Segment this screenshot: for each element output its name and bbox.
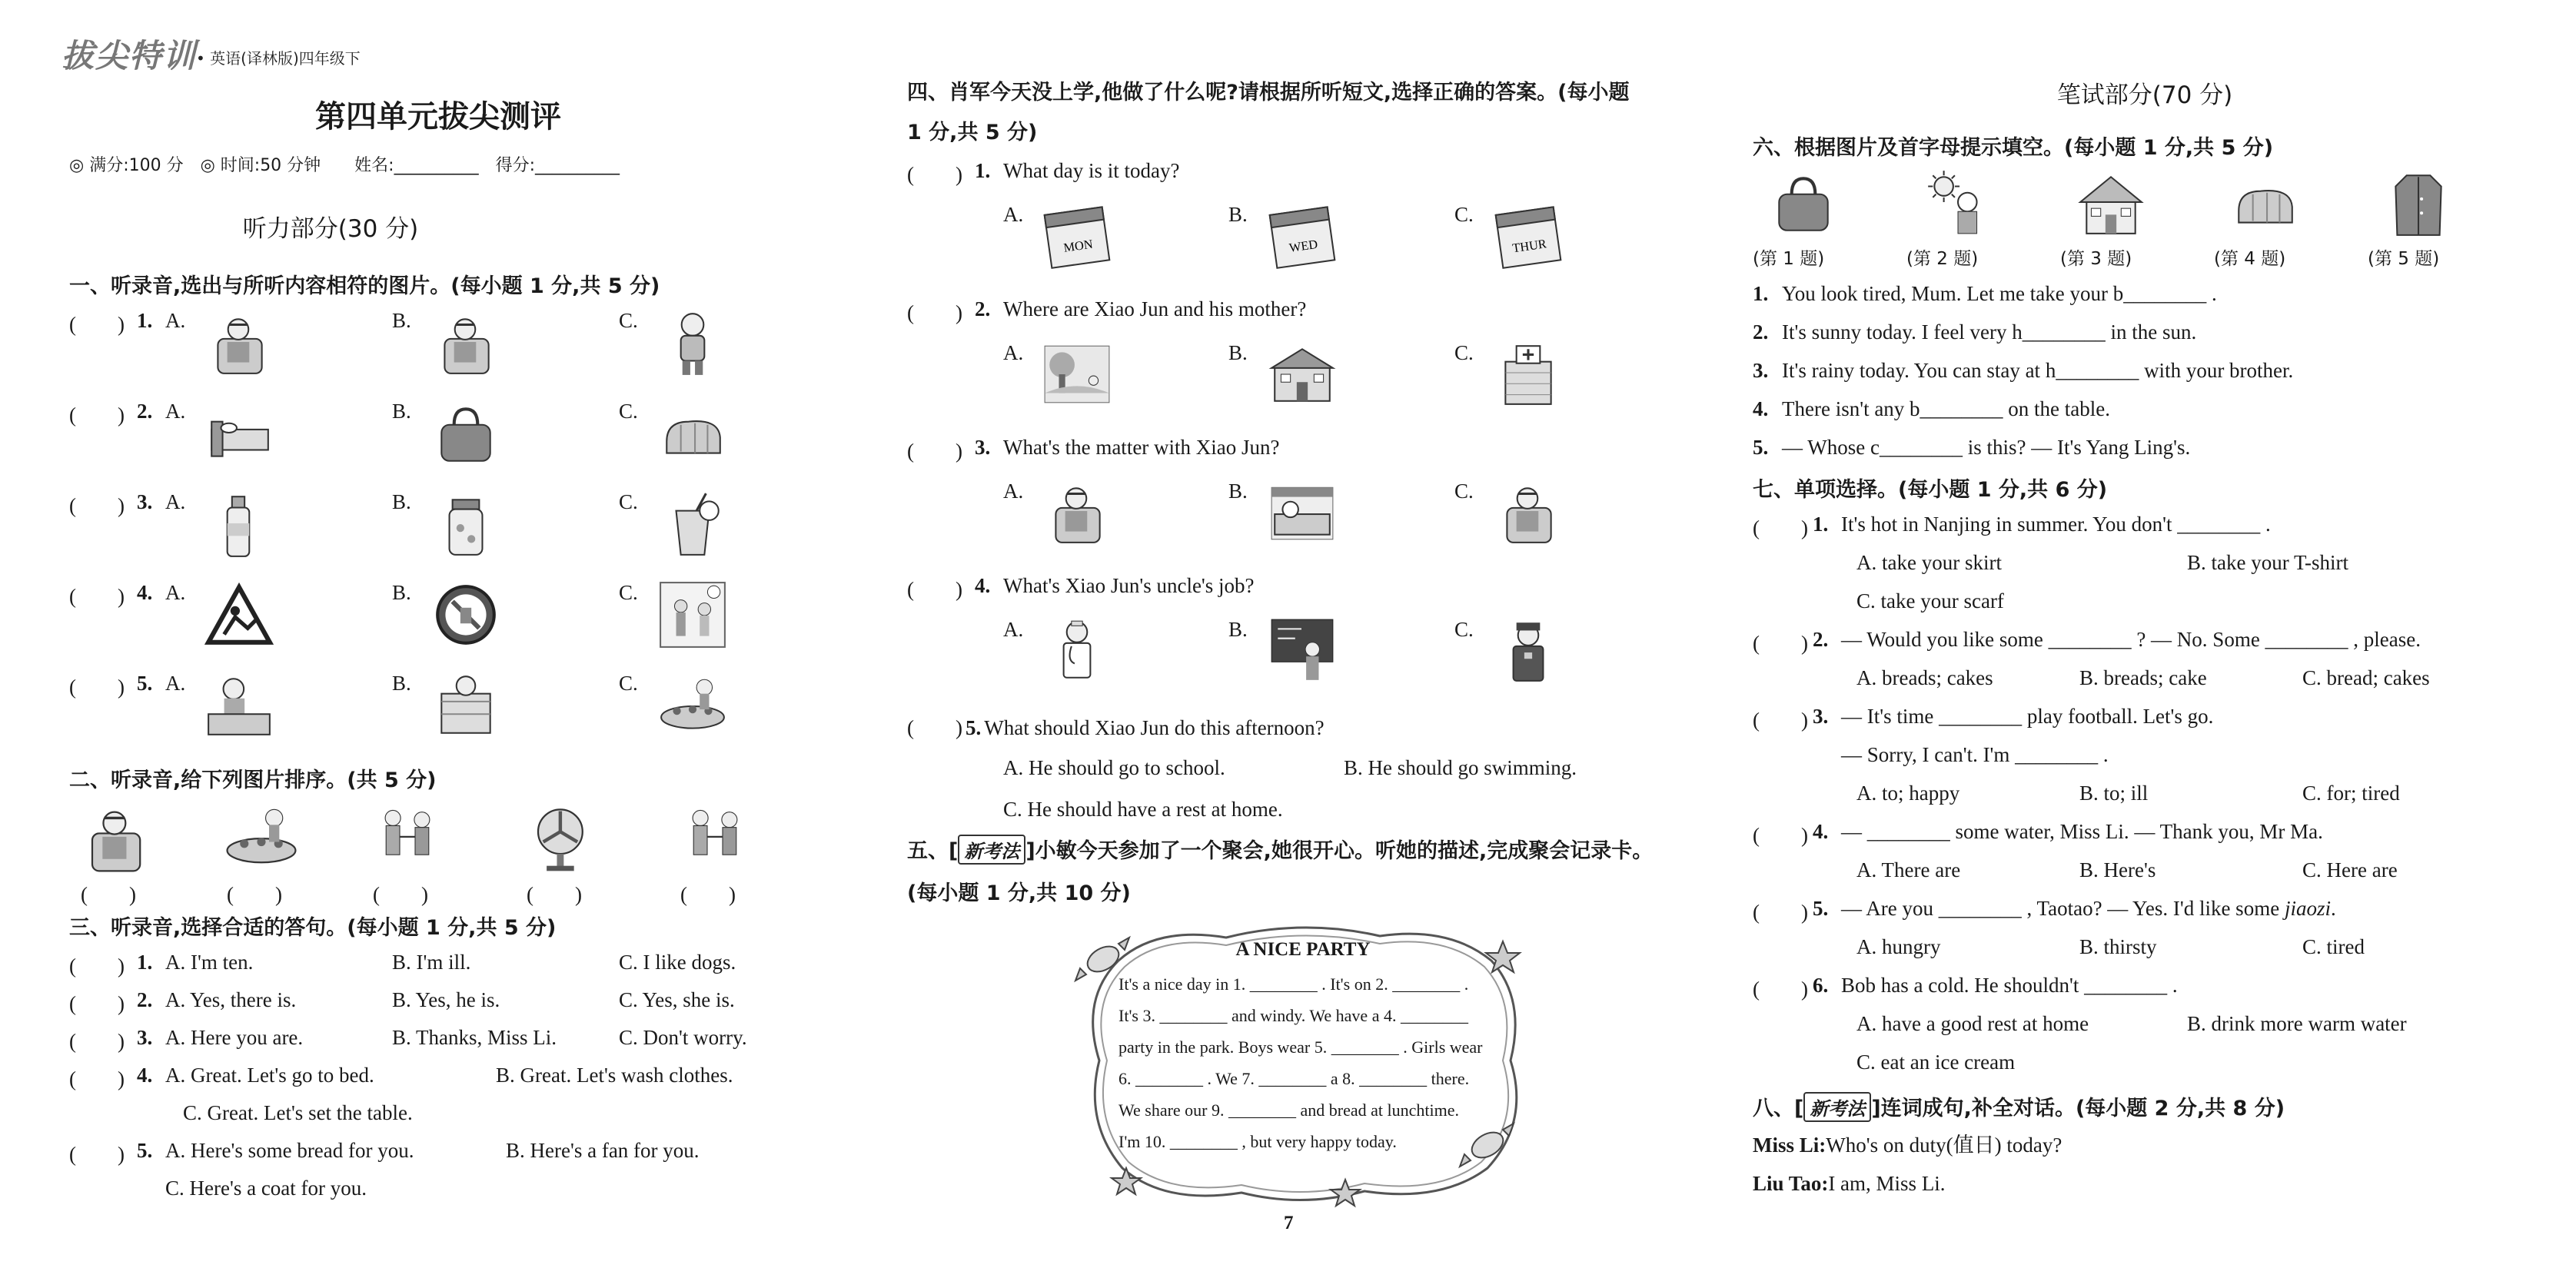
option-a: A. hungry: [1856, 935, 1941, 958]
doctor-icon: [1042, 615, 1112, 685]
dialog-speaker: Liu Tao:: [1753, 1172, 1829, 1195]
option-label: A.: [1003, 203, 1024, 226]
question-row: [907, 434, 1676, 565]
question-text: What's Xiao Jun's uncle's job?: [1003, 574, 1255, 597]
option-label: A.: [165, 400, 186, 423]
option-a: A. breads; cakes: [1856, 666, 1993, 689]
section4-title-line1: 四、肖军今天没上学,他做了什么呢?请根据所听短文,选择正确的答案。(每小题: [907, 81, 1630, 105]
section5-title-text: ]小敏今天参加了一个聚会,她很开心。听她的描述,完成聚会记录卡。: [1025, 839, 1654, 863]
option-label: B.: [1228, 618, 1248, 641]
question-row: [907, 296, 1676, 427]
answer-paren[interactable]: ( ): [907, 301, 962, 324]
sick-child-icon: [1493, 476, 1564, 547]
mother-child-icon: [676, 799, 753, 876]
answer-paren[interactable]: ( ): [69, 1143, 125, 1166]
question-number: 4.: [1813, 820, 1829, 843]
party-card-line: It's 3. ________ and windy. We have a 4. ________: [1118, 1006, 1468, 1025]
option-c: C. I like dogs.: [619, 951, 736, 974]
calendar-icon: [1042, 200, 1112, 271]
option-label: B.: [392, 581, 411, 604]
two-children-icon: [523, 799, 600, 876]
option-label: B.: [392, 490, 411, 513]
option-label: A.: [165, 581, 186, 604]
option-label: C.: [619, 672, 638, 695]
question-number: 4.: [975, 574, 991, 597]
set-table-icon: [657, 670, 728, 741]
option-c: C. bread; cakes: [2302, 666, 2430, 689]
page-title: 第四单元拔尖测评: [315, 99, 561, 134]
option-a: A. take your skirt: [1856, 551, 2002, 574]
option-a: A. Yes, there is.: [165, 988, 297, 1011]
option-b: B. breads; cake: [2079, 666, 2207, 689]
option-a: A. Here you are.: [165, 1026, 304, 1049]
question-text: Where are Xiao Jun and his mother?: [1003, 297, 1307, 320]
question-number: 5.: [965, 716, 982, 739]
option-b: B. to; ill: [2079, 782, 2149, 805]
answer-paren[interactable]: ( ): [1753, 516, 1808, 539]
section8-title: [1753, 1091, 2285, 1122]
sick-child-icon: [1042, 476, 1112, 547]
option-label: B.: [392, 309, 411, 332]
new-format-tag: 新考法: [958, 835, 1025, 865]
sunny-boy-icon: [1922, 168, 1993, 238]
question-text: You look tired, Mum. Let me take your b________ .: [1782, 282, 2217, 305]
option-b: B. drink more warm water: [2187, 1012, 2407, 1035]
picture-caption: (第 3 题): [2060, 249, 2132, 269]
picture-caption: (第 2 题): [1906, 249, 1979, 269]
writing-title: 笔试部分(70 分): [2056, 81, 2233, 109]
question-text: — ________ some water, Miss Li. — Thank you, Mr Ma.: [1841, 820, 2323, 843]
question-row: [69, 1137, 807, 1214]
option-label: B.: [1228, 480, 1248, 503]
jar-icon: [430, 489, 501, 559]
question-number: 3.: [137, 490, 153, 513]
question-number: 2.: [137, 988, 153, 1011]
section2-title: 二、听录音,给下列图片排序。(共 5 分): [69, 768, 437, 792]
option-label: C.: [1454, 341, 1474, 364]
question-number: 4.: [137, 581, 153, 604]
bed-icon: [204, 398, 274, 469]
option-a: A. He should go to school.: [1003, 756, 1225, 779]
party-card: [1072, 914, 1534, 1210]
laundry-icon: [430, 670, 501, 741]
listening-title: 听力部分(30 分): [242, 215, 419, 243]
option-a: A. Here's some bread for you.: [165, 1139, 414, 1162]
section4-q5: [907, 711, 1325, 741]
hospital-icon: [1493, 338, 1564, 409]
option-b: B. Great. Let's wash clothes.: [496, 1064, 733, 1087]
option-label: C.: [1454, 618, 1474, 641]
answer-paren[interactable]: ( ): [1753, 709, 1808, 732]
school-icon: [1267, 338, 1338, 409]
party-card-title: A NICE PARTY: [1235, 939, 1371, 960]
dialog-line: [1753, 1170, 1946, 1197]
option-c: C. for; tired: [2302, 782, 2400, 805]
option-c: C. Yes, she is.: [619, 988, 735, 1011]
question-number: 4.: [1753, 397, 1769, 420]
dialog-speaker: Miss Li:: [1753, 1134, 1826, 1157]
calendar-icon: [1493, 200, 1564, 271]
sick-child-icon: [204, 307, 274, 378]
answer-paren[interactable]: ( ): [69, 675, 125, 699]
order-paren[interactable]: ( ): [680, 883, 736, 906]
question-text-part: — Are you ________ , Taotao? — Yes. I'd like some: [1841, 897, 2285, 920]
question-row: [1753, 511, 2537, 626]
boy-in-bed-icon: [1267, 476, 1338, 547]
page-number: 7: [1284, 1213, 1294, 1233]
party-card-line: I'm 10. ________ , but very happy today.: [1118, 1132, 1397, 1151]
answer-paren[interactable]: ( ): [907, 578, 962, 601]
question-row: [69, 670, 807, 747]
section3-title: 三、听录音,选择合适的答句。(每小题 1 分,共 5 分): [69, 916, 557, 940]
question-row: [69, 579, 807, 656]
option-label: C.: [619, 400, 638, 423]
option-b: B. I'm ill.: [392, 951, 471, 974]
section6-title: 六、根据图片及首字母提示填空。(每小题 1 分,共 5 分): [1753, 136, 2274, 160]
option-b: B. Yes, he is.: [392, 988, 500, 1011]
book-subtitle-text: 英语(译林版)四年级下: [210, 49, 361, 68]
option-label: C.: [1454, 203, 1474, 226]
answer-paren[interactable]: ( ): [1753, 632, 1808, 655]
question-row: [69, 489, 807, 566]
bread-icon: [2229, 168, 2300, 238]
boy-icon: [657, 307, 728, 378]
option-b: B. Here's a fan for you.: [506, 1139, 700, 1162]
option-c: C. take your scarf: [1856, 589, 2004, 612]
question-number: 5.: [137, 1139, 153, 1162]
sick-child-icon: [430, 307, 501, 378]
answer-paren[interactable]: ( ): [907, 440, 962, 463]
option-c: C. Here's a coat for you.: [165, 1177, 367, 1200]
dialog-line: [1753, 1132, 2062, 1158]
party-card-line: party in the park. Boys wear 5. ________ . Girls wear: [1118, 1037, 1483, 1057]
question-text: What's the matter with Xiao Jun?: [1003, 436, 1280, 459]
question-number: 3.: [137, 1026, 153, 1049]
option-label: A.: [1003, 480, 1024, 503]
party-card-line: It's a nice day in 1. ________ . It's on 2. ________ .: [1118, 974, 1469, 994]
answer-paren[interactable]: ( ): [1753, 824, 1808, 847]
question-number: 3.: [1813, 705, 1829, 728]
option-a: A. I'm ten.: [165, 951, 254, 974]
option-label: A.: [1003, 341, 1024, 364]
party-card-line: 6. ________ . We 7. ________ a 8. ________ there.: [1118, 1069, 1470, 1088]
question-number: 6.: [1813, 974, 1829, 997]
answer-paren[interactable]: ( ): [69, 313, 125, 336]
option-label: C.: [619, 309, 638, 332]
bottle-icon: [204, 489, 274, 559]
question-number: 2.: [975, 297, 991, 320]
party-card-line: We share our 9. ________ and bread at lunchtime.: [1118, 1100, 1459, 1120]
answer-paren[interactable]: ( ): [69, 585, 125, 608]
option-label: C.: [619, 581, 638, 604]
no-sign-icon: [430, 579, 501, 650]
order-paren[interactable]: ( ): [373, 883, 428, 906]
question-text: What day is it today?: [1003, 159, 1180, 182]
picture-caption: (第 4 题): [2214, 249, 2286, 269]
question-text-line2: — Sorry, I can't. I'm ________ .: [1841, 743, 2109, 766]
juice-icon: [657, 489, 728, 559]
brand-logo: 拔尖特训: [61, 37, 198, 75]
answer-paren[interactable]: ( ): [69, 1030, 125, 1053]
dialog-text: Who's on duty(值日) today?: [1826, 1134, 2062, 1157]
svg-text:MON: MON: [1062, 236, 1094, 255]
calendar-icon: [1267, 200, 1338, 271]
question-text: There isn't any b________ on the table.: [1782, 397, 2111, 420]
option-label: A.: [1003, 618, 1024, 641]
exam-meta: ◎ 满分:100 分 ◎ 时间:50 分钟 姓名:__________ 得分:__________: [69, 156, 620, 175]
section5-title-line2: (每小题 1 分,共 10 分): [907, 881, 1131, 905]
answer-paren[interactable]: ( ): [907, 716, 962, 739]
option-c: C. tired: [2302, 935, 2365, 958]
option-label: B.: [392, 672, 411, 695]
option-b: B. take your T-shirt: [2187, 551, 2348, 574]
question-number: 1.: [137, 309, 153, 332]
option-label: B.: [392, 400, 411, 423]
house-icon: [2076, 168, 2146, 238]
left-column: [61, 0, 815, 1268]
answer-paren[interactable]: ( ): [69, 403, 125, 427]
middle-column: [907, 0, 1676, 1268]
park-icon: [1042, 338, 1112, 409]
svg-text:WED: WED: [1288, 236, 1319, 255]
question-row: [1753, 703, 2537, 818]
family-table-icon: [223, 799, 300, 876]
bracket-open: 八、[: [1753, 1097, 1804, 1120]
doctor-visit-icon: [369, 799, 446, 876]
question-number: 2.: [1813, 628, 1829, 651]
question-number: 1.: [975, 159, 991, 182]
answer-paren[interactable]: ( ): [69, 494, 125, 517]
question-text: Bob has a cold. He shouldn't ________ .: [1841, 974, 2178, 997]
option-label: A.: [165, 672, 186, 695]
question-number: 1.: [1753, 282, 1769, 305]
book-subtitle: • 英语(译林版)四年级下: [196, 49, 361, 68]
right-column: [1753, 0, 2537, 1268]
option-label: A.: [165, 490, 186, 513]
option-b: B. thirsty: [2079, 935, 2157, 958]
question-text: It's rainy today. You can stay at h________ with your brother.: [1782, 359, 2294, 382]
question-text: What should Xiao Jun do this afternoon?: [984, 716, 1325, 739]
teacher-icon: [1267, 615, 1338, 685]
question-number: 5.: [137, 672, 153, 695]
option-label: C.: [1454, 480, 1474, 503]
order-paren[interactable]: ( ): [527, 883, 582, 906]
option-label: C.: [619, 490, 638, 513]
question-number: 3.: [1753, 359, 1769, 382]
police-officer-icon: [1493, 615, 1564, 685]
section8-title-text: ]连词成句,补全对话。(每小题 2 分,共 8 分): [1871, 1097, 2285, 1120]
question-number: 1.: [1813, 513, 1829, 536]
section5-title: [907, 834, 1653, 865]
option-c: C. eat an ice cream: [1856, 1051, 2016, 1074]
warning-sign-icon: [204, 579, 274, 650]
option-c: C. Don't worry.: [619, 1026, 747, 1049]
option-label: B.: [1228, 203, 1248, 226]
section4-title-line2: 1 分,共 5 分): [907, 121, 1038, 144]
sick-child-icon: [77, 799, 154, 876]
question-text: It's hot in Nanjing in summer. You don't ________ .: [1841, 513, 2271, 536]
section7-title: 七、单项选择。(每小题 1 分,共 6 分): [1753, 478, 2108, 502]
question-text: — It's time ________ play football. Let's go.: [1841, 705, 2214, 728]
picture-caption: (第 5 题): [2368, 249, 2440, 269]
new-format-tag: 新考法: [1803, 1092, 1871, 1122]
question-text-italic: jiaozi: [2284, 897, 2331, 920]
question-number: 4.: [137, 1064, 153, 1087]
question-text: It's sunny today. I feel very h________ in the sun.: [1782, 320, 2197, 344]
order-paren[interactable]: ( ): [227, 883, 282, 906]
question-number: 1.: [137, 951, 153, 974]
section1-title: 一、听录音,选出与所听内容相符的图片。(每小题 1 分,共 5 分): [69, 274, 660, 298]
option-c: C. Here are: [2302, 858, 2398, 881]
question-text: [1841, 895, 2336, 921]
question-number: 5.: [1753, 436, 1769, 459]
question-row: [1753, 972, 2537, 1087]
option-a: A. have a good rest at home: [1856, 1012, 2089, 1035]
option-c: C. Great. Let's set the table.: [183, 1101, 413, 1124]
svg-text:THUR: THUR: [1511, 236, 1547, 256]
answer-paren[interactable]: ( ): [1753, 978, 1808, 1001]
answer-paren[interactable]: ( ): [69, 1067, 125, 1090]
option-label: A.: [165, 309, 186, 332]
question-number: 3.: [975, 436, 991, 459]
picture-caption: (第 1 题): [1753, 249, 1825, 269]
question-text: — Would you like some ________ ? — No. Some ________ , please.: [1841, 628, 2421, 651]
question-row: [907, 573, 1676, 703]
question-row: [69, 1062, 807, 1139]
dialog-text: I am, Miss Li.: [1828, 1172, 1946, 1195]
answer-paren[interactable]: ( ): [69, 992, 125, 1015]
question-text-part: .: [2330, 897, 2336, 920]
answer-paren[interactable]: ( ): [69, 954, 125, 978]
question-number: 5.: [1813, 897, 1829, 920]
option-a: A. to; happy: [1856, 782, 1960, 805]
option-b: B. He should go swimming.: [1344, 756, 1577, 779]
option-c: C. He should have a rest at home.: [1003, 798, 1283, 821]
option-label: B.: [1228, 341, 1248, 364]
coat-icon: [2383, 168, 2454, 238]
question-row: [69, 307, 807, 384]
option-b: B. Here's: [2079, 858, 2156, 881]
bracket-open: 五、[: [907, 839, 959, 863]
option-a: A. There are: [1856, 858, 1961, 881]
option-b: B. Thanks, Miss Li.: [392, 1026, 557, 1049]
question-text: — Whose c________ is this? — It's Yang Ling's.: [1782, 436, 2191, 459]
option-a: A. Great. Let's go to bed.: [165, 1064, 374, 1087]
order-paren[interactable]: ( ): [81, 883, 136, 906]
study-desk-icon: [204, 670, 274, 741]
answer-paren[interactable]: ( ): [907, 163, 962, 186]
question-row: [907, 158, 1676, 288]
question-number: 2.: [1753, 320, 1769, 344]
question-row: [69, 398, 807, 475]
family-scene-icon: [657, 579, 728, 650]
bag-icon: [1768, 168, 1839, 238]
answer-paren[interactable]: ( ): [1753, 901, 1808, 924]
bag-icon: [430, 398, 501, 469]
question-number: 2.: [137, 400, 153, 423]
bread-icon: [657, 398, 728, 469]
